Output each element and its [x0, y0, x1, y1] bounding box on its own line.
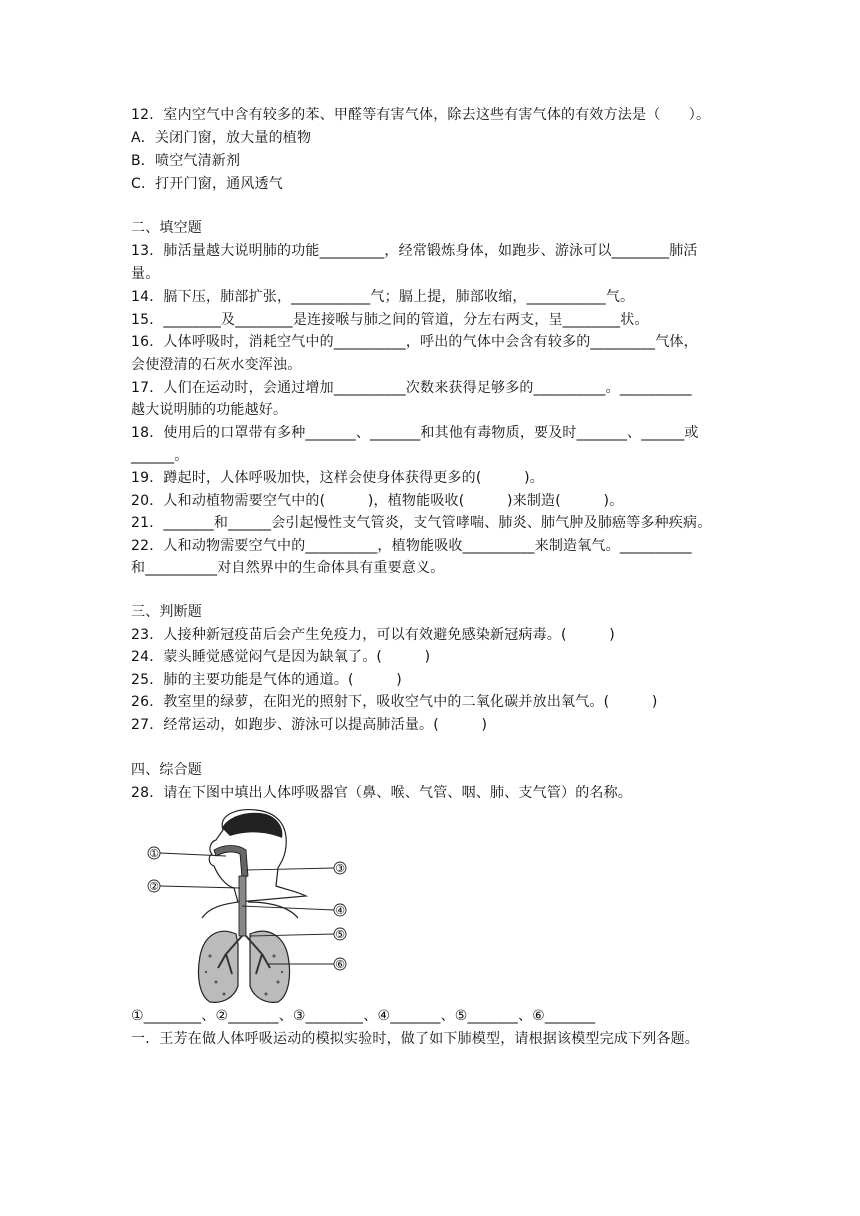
label-leader-lines	[160, 853, 334, 964]
question-13-line1: 13．肺活量越大说明肺的功能_________，经常锻炼身体，如跑步、游泳可以________肺活	[131, 243, 698, 259]
question-22-line2: 和__________对自然界中的生命体具有重要意义。	[131, 560, 445, 576]
question-19: 19．蹲起时，人体呼吸加快，这样会使身体获得更多的( )。	[131, 470, 544, 486]
respiratory-system-diagram	[138, 806, 368, 1006]
question-27: 27．经常运动，如跑步、游泳可以提高肺活量。( )	[131, 717, 488, 733]
question-25: 25．肺的主要功能是气体的通道。( )	[131, 672, 402, 688]
label-5: ⑤	[335, 928, 345, 941]
question-16-line2: 会使澄清的石灰水变浑浊。	[131, 357, 302, 373]
question-13-line2: 量。	[131, 266, 160, 282]
label-4: ④	[335, 904, 345, 917]
section-title-comprehensive: 四、综合题	[131, 762, 202, 778]
question-24: 24．蒙头睡觉感觉闷气是因为缺氧了。( )	[131, 649, 431, 665]
question-17-line2: 越大说明肺的功能越好。	[131, 402, 288, 418]
question-18-line2: ______。	[131, 448, 189, 464]
question-21: 21．_______和______会引起慢性支气管炎，支气管哮喘、肺炎、肺气肿及肺癌等多种疾病。	[131, 515, 712, 531]
section-title-fill-blank: 二、填空题	[131, 220, 202, 236]
shoulder-outline	[202, 902, 298, 918]
label-2: ②	[149, 880, 159, 893]
question-17-line1: 17．人们在运动时，会通过增加__________次数来获得足够多的__________。__________	[131, 380, 692, 396]
question-23: 23．人接种新冠疫苗后会产生免疫力，可以有效避免感染新冠病毒。( )	[131, 627, 615, 643]
question-14: 14．膈下压，肺部扩张，___________气；膈上提，肺部收缩，___________气。	[131, 289, 635, 305]
question-15: 15．________及________是连接喉与肺之间的管道，分左右两支，呈________状。	[131, 312, 649, 328]
question-12-option-a: A．关闭门窗，放大量的植物	[131, 130, 312, 146]
label-6: ⑥	[335, 958, 345, 971]
label-3: ③	[335, 862, 345, 875]
question-12-stem: 12．室内空气中含有较多的苯、甲醛等有害气体，除去这些有害气体的有效方法是（ ）。	[131, 107, 711, 123]
label-1: ①	[149, 847, 159, 860]
question-28-answer-blanks: ①________、②_______、③________、④_______、⑤_______、⑥_______	[131, 1008, 596, 1024]
next-question-intro: 一．王芳在做人体呼吸运动的模拟实验时，做了如下肺模型，请根据该模型完成下列各题。	[131, 1031, 699, 1047]
question-28: 28．请在下图中填出人体呼吸器官（鼻、喉、气管、咽、肺、支气管）的名称。	[131, 785, 633, 801]
question-12-option-c: C．打开门窗，通风透气	[131, 176, 283, 192]
question-18-line1: 18．使用后的口罩带有多种_______、_______和其他有毒物质，要及时_______、______或	[131, 425, 699, 441]
question-22-line1: 22．人和动物需要空气中的__________，植物能吸收__________来制造氧气。__________	[131, 538, 692, 554]
question-26: 26．教室里的绿萝，在阳光的照射下，吸收空气中的二氧化碳并放出氧气。( )	[131, 694, 658, 710]
section-title-judgement: 三、判断题	[131, 604, 202, 620]
question-20: 20．人和动植物需要空气中的( )，植物能吸收( )来制造( )。	[131, 493, 624, 509]
question-12-option-b: B．喷空气清新剂	[131, 153, 241, 169]
question-16-line1: 16．人体呼吸时，消耗空气中的__________，呼出的气体中会含有较多的_________气体，	[131, 334, 698, 350]
respiratory-diagram-svg	[138, 806, 368, 1006]
